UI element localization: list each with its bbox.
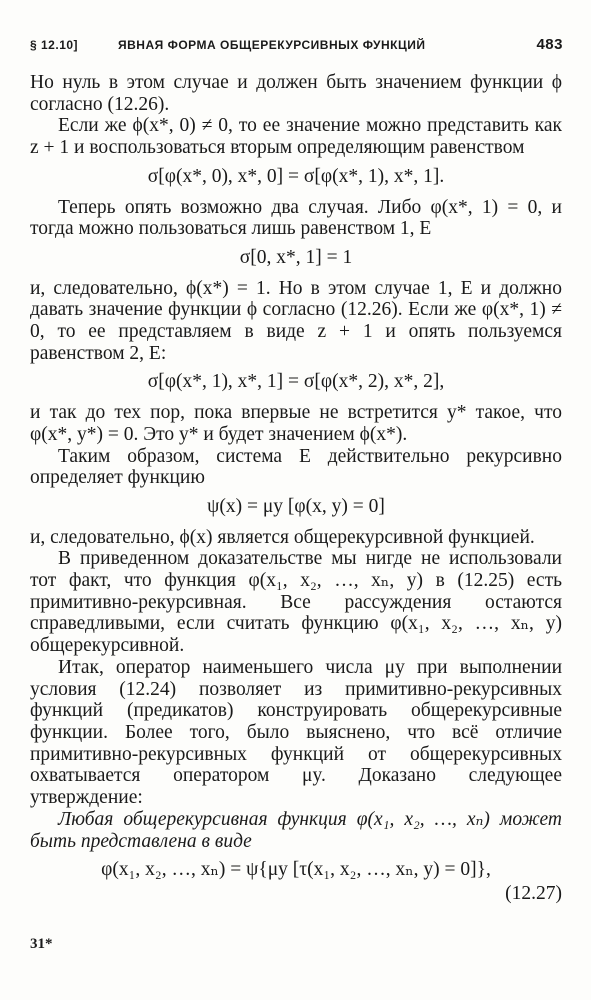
paragraph: Если же ϕ(x*, 0) ≠ 0, то ее значение можно представить как z + 1 и воспользоваться вторым определяющим равенством	[30, 115, 562, 159]
paragraph: В приведенном доказательстве мы нигде не использовали тот факт, что функция φ(x₁, x₂, …, xₙ, y) в (12.25) есть примитивно-рекурсивная. Все рассуждения остаются справедливыми, если считать функцию φ(x₁, x₂, …, xₙ, y) общерекурсивной.	[30, 548, 562, 657]
theorem-statement: Любая общерекурсивная функция φ(x₁, x₂, …, xₙ) может быть представлена в виде	[30, 808, 562, 852]
running-header	[30, 34, 563, 60]
paragraph: Но нуль в этом случае и должен быть значением функции ϕ согласно (12.26).	[30, 72, 562, 115]
chapter-title: ЯВНАЯ ФОРМА ОБЩЕРЕКУРСИВНЫХ ФУНКЦИЙ	[118, 38, 426, 52]
formula: σ[φ(x*, 0), x*, 0] = σ[φ(x*, 1), x*, 1].	[147, 165, 445, 187]
equation-number: (12.27)	[505, 882, 562, 904]
paragraph: и так до тех пор, пока впервые не встретится y* такое, что φ(x*, y*) = 0. Это y* и будет значением ϕ(x*).	[30, 402, 562, 445]
paragraph: Итак, оператор наименьшего числа μy при выполнении условия (12.24) позволяет из примитивно-рекурсивных функций (предикатов) конструировать общерекурсивные функции. Более того, было выяснено, что всё отличие примитивно-рекурсивных функций от общерекурсивных охватывается оператором μy. Доказано следующее утверждение:	[30, 656, 562, 809]
paragraph: Таким образом, система E действительно рекурсивно определяет функцию	[30, 445, 562, 489]
paragraph: Теперь опять возможно два случая. Либо φ(x*, 1) = 0, и тогда можно пользоваться лишь равенством 1, E	[30, 196, 562, 240]
paragraph: и, следовательно, ϕ(x*) = 1. Но в этом случае 1, E и должно давать значение функции ϕ согласно (12.26). Если же φ(x*, 1) ≠ 0, то ее представляем в виде z + 1 и опять пользуемся равенством 2, E:	[30, 277, 562, 364]
formula: σ[0, x*, 1] = 1	[239, 246, 353, 268]
printer-signature: 31*	[30, 936, 53, 952]
formula: ψ(x) = μy [φ(x, y) = 0]	[207, 495, 385, 517]
formula: φ(x₁, x₂, …, xₙ) = ψ{μy [τ(x₁, x₂, …, xₙ, y) = 0]},	[101, 859, 491, 881]
formula: σ[φ(x*, 1), x*, 1] = σ[φ(x*, 2), x*, 2],	[147, 371, 445, 393]
page-body	[30, 72, 562, 905]
page-number: 483	[536, 36, 563, 53]
paragraph: и, следовательно, ϕ(x) является общерекурсивной функцией.	[30, 526, 535, 548]
section-reference: § 12.10]	[30, 38, 79, 52]
